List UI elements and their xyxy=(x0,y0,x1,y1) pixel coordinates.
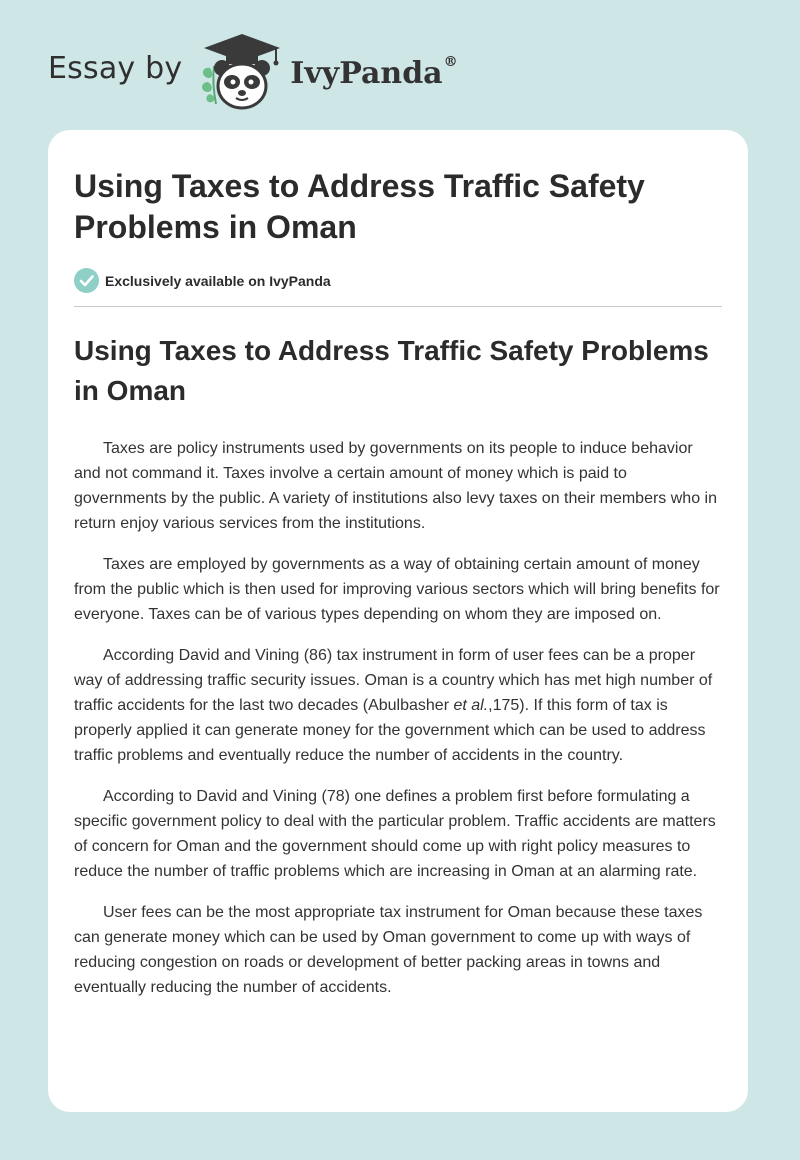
paragraph-3 xyxy=(74,643,722,768)
site-header xyxy=(48,32,458,112)
paragraph-4: According to David and Vining (78) one defines a problem first before formulating a specific government policy to deal with the particular problem. Traffic accidents are matters of concern for Oman and the government should come up with right policy measures to reduce the number of traffic problems which are increasing in Oman at an alarming rate. xyxy=(74,788,716,880)
check-circle-icon xyxy=(74,268,99,293)
article-heading: Using Taxes to Address Traffic Safety Problems in Oman xyxy=(74,335,709,406)
panda-logo-icon[interactable] xyxy=(196,32,286,112)
paragraph-2: Taxes are employed by governments as a way of obtaining certain amount of money from the public which is then used for improving various sectors which will bring benefits for everyone. Taxes can be of various types depending on whom they are imposed on. xyxy=(74,556,720,623)
brand-name[interactable]: IvyPanda® xyxy=(290,53,458,91)
paragraph-3-text-before: According David and Vining (86) tax instrument in form of user fees can be a proper way of addressing traffic security issues. Oman is a country which has met high number of traffic accidents for the last two decades (Abulbasher xyxy=(74,647,713,714)
exclusive-badge-text: Exclusively available on IvyPanda xyxy=(105,272,331,289)
paragraph-5: User fees can be the most appropriate tax instrument for Oman because these taxes can generate money which can be used by Oman government to come up with ways of reducing congestion on roads or development of better packing areas in towns and eventually reducing the number of accidents. xyxy=(74,904,703,996)
registered-mark: ® xyxy=(443,53,458,70)
article-body xyxy=(74,436,722,1000)
essay-by-label: Essay by xyxy=(48,50,183,86)
paragraph-3-text-after: ,175). If this form of tax is properly applied it can generate money for the government which can be used to address traffic problems and eventually reduce the number of accidents in the country. xyxy=(74,697,706,764)
paragraph-1: Taxes are policy instruments used by governments on its people to induce behavior and not command it. Taxes involve a certain amount of money which is paid to governments by the public. A variety of institutions also levy taxes on their members who in return enjoy various services from the institutions. xyxy=(74,440,717,532)
page-title: Using Taxes to Address Traffic Safety Problems in Oman xyxy=(74,168,645,245)
citation-et-al: et al. xyxy=(453,697,489,714)
exclusive-badge xyxy=(74,268,722,293)
divider xyxy=(74,306,722,307)
essay-card xyxy=(48,130,748,1112)
